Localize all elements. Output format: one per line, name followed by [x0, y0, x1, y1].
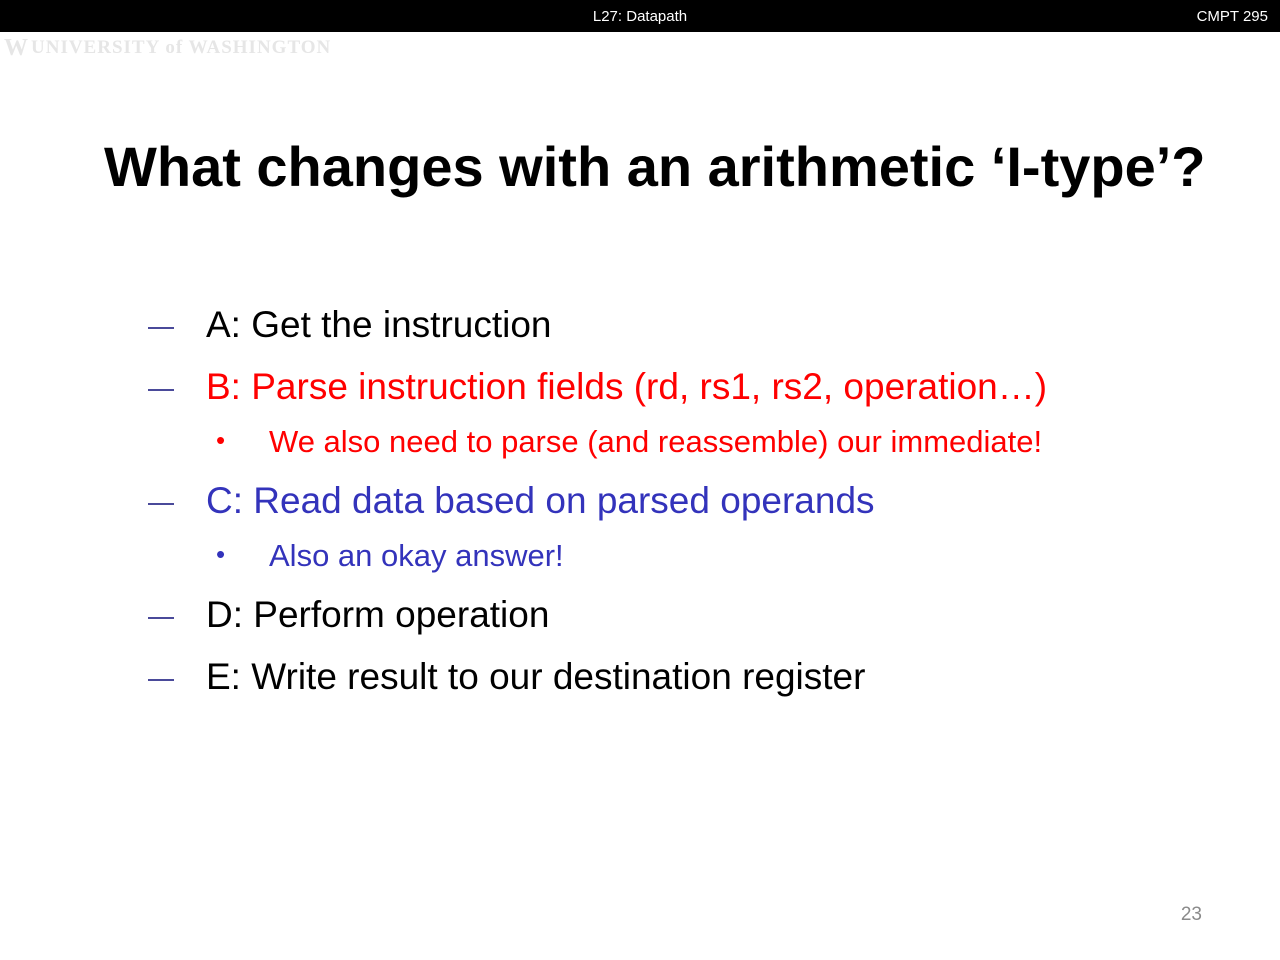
dash-marker: [148, 617, 174, 619]
list-item-c: C: Read data based on parsed operands: [206, 480, 875, 521]
dash-marker: [148, 503, 174, 505]
course-label: CMPT 295: [1196, 8, 1268, 25]
header-bar: [0, 0, 1280, 32]
list-item-e: E: Write result to our destination register: [206, 656, 866, 697]
list-item-a: A: Get the instruction: [206, 304, 552, 345]
dash-marker: [148, 679, 174, 681]
sub-item-b: We also need to parse (and reassemble) our immediate!: [269, 424, 1043, 459]
list-item-d: D: Perform operation: [206, 594, 550, 635]
university-logo: [4, 36, 331, 60]
dash-marker: [148, 327, 174, 329]
bullet-icon: •: [216, 425, 226, 455]
lecture-title: L27: Datapath: [592, 8, 688, 25]
sub-item-c: Also an okay answer!: [269, 538, 564, 573]
list-item-b: B: Parse instruction fields (rd, rs1, rs2, operation…): [206, 366, 1048, 407]
dash-marker: [148, 389, 174, 391]
w-logo-icon: W: [4, 34, 25, 61]
logo-text: UNIVERSITY of WASHINGTON: [31, 37, 332, 58]
slide-title: What changes with an arithmetic ‘I-type’?: [104, 135, 1206, 198]
bullet-icon: •: [216, 539, 226, 569]
page-number: 23: [1180, 904, 1202, 925]
